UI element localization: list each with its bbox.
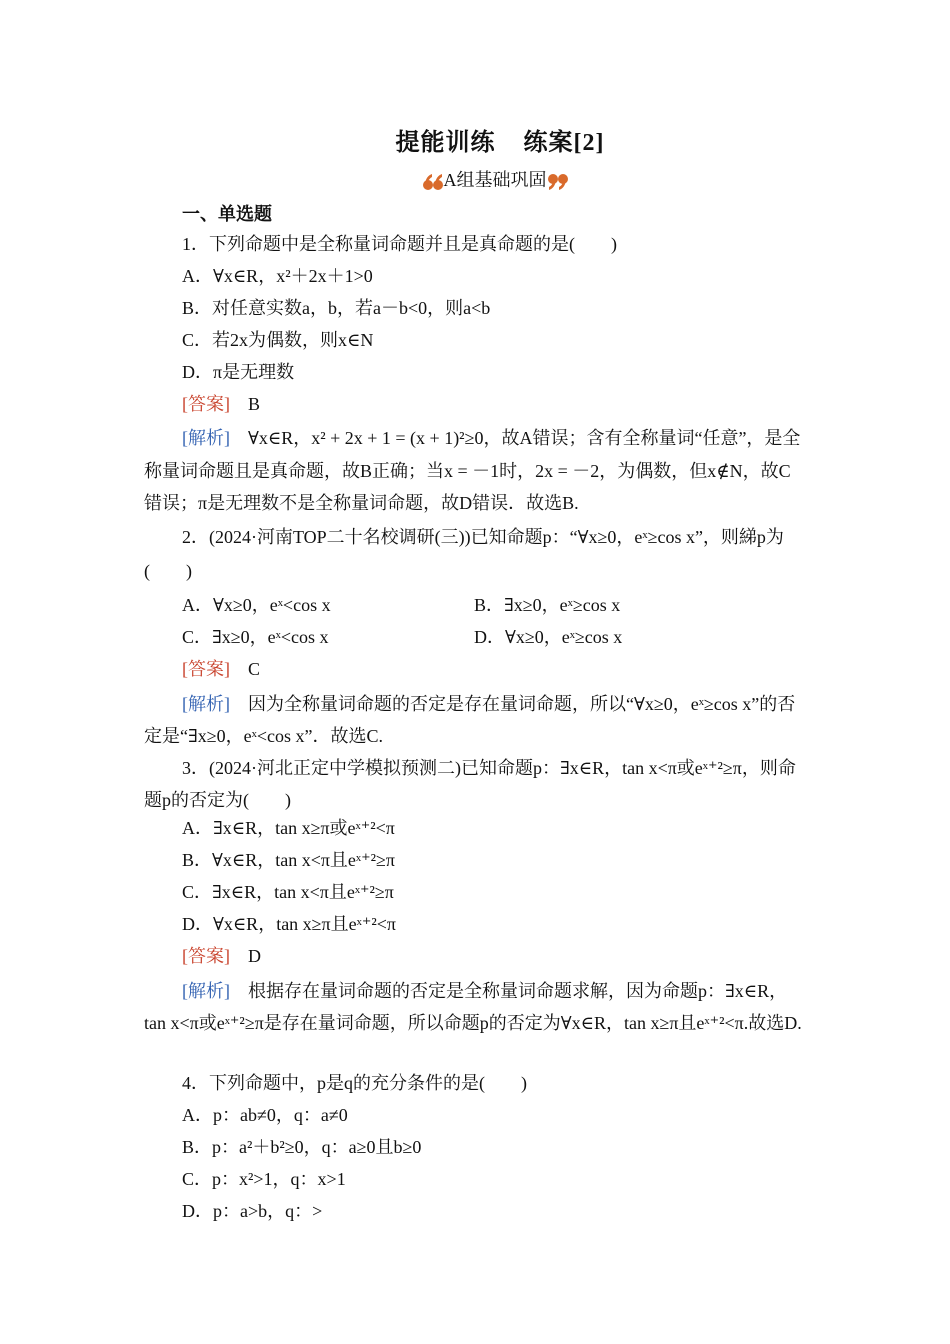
q2-stem: 2．(2024·河南TOP二十名校调研(三))已知命题p：“∀x≥0，eˣ≥cos x”，则綈p为( ): [144, 527, 784, 581]
q2-option-c: C．∃x≥0，eˣ<cos x: [182, 627, 329, 647]
close-quote-icon: [547, 171, 569, 193]
analysis-text: 根据存在量词命题的否定是全称量词命题求解，因为命题p：∃x∈R，tan x<π或eˣ⁺²≥π是存在量词命题，所以命题p的否定为∀x∈R，tan x≥π且eˣ⁺²<π.故选D.: [144, 981, 802, 1033]
q1-option-b: B．对任意实数a，b，若a－b<0，则a<b: [182, 298, 491, 318]
q2-option-d: D．∀x≥0，eˣ≥cos x: [474, 627, 623, 647]
answer-value: B: [248, 394, 261, 414]
analysis-text: 因为全称量词命题的否定是存在量词命题，所以“∀x≥0，eˣ≥cos x”的否定是“∃x≥0，eˣ<cos x”．故选C.: [144, 694, 796, 746]
q2-option-b: B．∃x≥0，eˣ≥cos x: [474, 595, 621, 615]
answer-value: C: [248, 659, 261, 679]
answer-tag: [答案]: [182, 394, 230, 414]
q3-stem: 3．(2024·河北正定中学模拟预测二)已知命题p：∃x∈R，tan x<π或eˣ⁺²≥π，则命题p的否定为( ): [144, 758, 796, 810]
analysis-tag: [解析]: [182, 981, 230, 1001]
q3-answer: [182, 944, 261, 968]
title-sub: 练案[2]: [523, 130, 605, 156]
analysis-tag: [解析]: [182, 428, 230, 448]
q4-option-d: D．p：a>b，q：>: [182, 1201, 323, 1221]
q1-answer: [182, 392, 260, 416]
q2-analysis: [144, 688, 806, 752]
q1-stem: 1．下列命题中是全称量词命题并且是真命题的是( ): [182, 234, 617, 254]
q3-option-b: B．∀x∈R，tan x<π且eˣ⁺²≥π: [182, 850, 395, 870]
open-quote-icon: [422, 171, 444, 193]
q1-analysis: [144, 422, 806, 520]
q4-option-c: C．p：x²>1，q：x>1: [182, 1169, 346, 1189]
group-label: A组基础巩固: [443, 170, 547, 190]
q2-answer: [182, 657, 260, 681]
q3-option-d: D．∀x∈R，tan x≥π且eˣ⁺²<π: [182, 914, 396, 934]
q1-option-d: D．π是无理数: [182, 362, 295, 382]
group-heading: [0, 166, 950, 193]
answer-tag: [答案]: [182, 946, 230, 966]
q4-stem: 4．下列命题中，p是q的充分条件的是( ): [182, 1073, 527, 1093]
q4-option-a: A．p：ab≠0，q：a≠0: [182, 1105, 348, 1125]
q2-option-a: A．∀x≥0，eˣ<cos x: [182, 595, 331, 615]
analysis-text: ∀x∈R，x² + 2x + 1 = (x + 1)²≥0，故A错误；含有全称量词“任意”，是全称量词命题且是真命题，故B正确；当x = －1时，2x = －2，为偶数，但x∉N，故C错误；π是无理数不是全称量词命题，故D错误．故选B.: [144, 428, 801, 513]
q3-option-a: A．∃x∈R，tan x≥π或eˣ⁺²<π: [182, 818, 395, 838]
q3-analysis: [144, 975, 806, 1039]
q4-option-b: B．p：a²＋b²≥0，q：a≥0且b≥0: [182, 1137, 422, 1157]
q3-option-c: C．∃x∈R，tan x<π且eˣ⁺²≥π: [182, 882, 394, 902]
title-main: 提能训练: [395, 130, 496, 156]
q1-option-c: C．若2x为偶数，则x∈N: [182, 330, 374, 350]
page-title: [0, 122, 950, 157]
analysis-tag: [解析]: [182, 694, 230, 714]
q1-option-a: A．∀x∈R，x²＋2x＋1>0: [182, 266, 373, 286]
answer-tag: [答案]: [182, 659, 230, 679]
section-label: 一、单选题: [182, 204, 272, 224]
answer-value: D: [248, 946, 261, 966]
